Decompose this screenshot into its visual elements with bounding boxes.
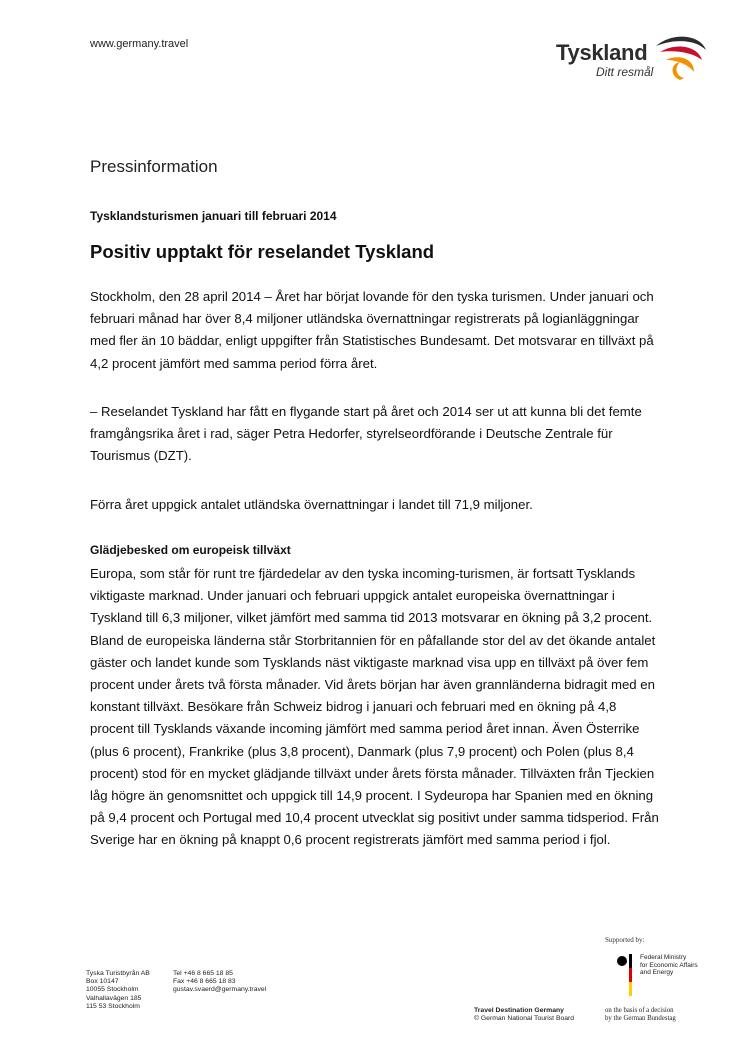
brand-logo-tagline: Ditt resmål bbox=[596, 65, 654, 79]
ministry-name: Federal Ministry for Economic Affairs and Energy bbox=[640, 954, 698, 977]
footer-organization bbox=[474, 1007, 574, 1023]
body-paragraph: Förra året uppgick antalet utländska övernattningar i landet till 71,9 miljoner. bbox=[90, 497, 533, 512]
tdg-board: © German National Tourist Board bbox=[474, 1015, 575, 1023]
bundestag-basis-note: on the basis of a decision by the German Bundestag bbox=[605, 1007, 676, 1023]
federal-eagle-flag-icon bbox=[612, 952, 636, 998]
body-paragraph: Stockholm, den 28 april 2014 – Året har börjat lovande för den tyska turismen. Under januari och februari månad har över 8,4 miljoner utländska övernattningar registrerats på logianläggningar med fler än 10 bäddar, enligt uppgifter från Statistisches Bundesamt. Det motsvarar en tillväxt på 4,2 procent jämfört med samma period förra året. bbox=[90, 289, 654, 371]
footer-address: Tyska Turistbyrån AB Box 10147 10055 Stockholm Valhallavägen 185 115 53 Stockholm bbox=[86, 970, 150, 1010]
press-label: Pressinformation bbox=[90, 157, 218, 176]
section-paragraph: Europa, som står för runt tre fjärdedelar av den tyska incoming-turismen, är fortsatt Tysklands viktigaste marknad. Under januari och februari uppgick antalet europeiska övernattningar i Tyskland till 6,3 miljoner, vilket jämfört med samma tid 2013 motsvarar en ökning på 3,2 procent. Bland de europeiska länderna står Storbritannien för en påfallande stor del av det ökande antalet gäster och landet kunde som Tysklands näst viktigaste marknad visa upp en tillväxt på över fem procent under årets två första månader. Vid årets början har även grannländerna bidragit med en konstant tillväxt. Besökare från Schweiz bidrog i januari och februari med en ökning på 4,8 procent till Tysklands växande incoming jämfört med samma period året innan. Även Österrike (plus 6 procent), Frankrike (plus 3,8 procent), Danmark (plus 7,9 procent) och Polen (plus 8,4 procent) stod för en mycket glädjande tillväxt under årets första månader. Tillväxten från Tjeckien låg högre än genomsnittet och uppgick till 14,9 procent. I Sydeuropa har Spanien med en ökning på 9,4 procent och Portugal med 10,4 procent utvecklat sig positivt under samma tidsperiod. Från Sverige har en ökning på knappt 0,6 procent registrerats jämfört med samma period i fjol. bbox=[90, 566, 659, 848]
brand-logo-wordmark: Tyskland bbox=[556, 40, 648, 65]
article-subheading: Tysklandsturismen januari till februari 2014 bbox=[90, 209, 337, 223]
footer-contact: Tel +46 8 665 18 85 Fax +46 8 665 18 83 gustav.svaerd@germany.travel bbox=[173, 970, 267, 994]
supported-by-label: Supported by: bbox=[605, 936, 645, 944]
website-url: www.germany.travel bbox=[90, 38, 189, 50]
section-heading: Glädjebesked om europeisk tillväxt bbox=[90, 543, 291, 557]
tdg-name: Travel Destination Germany bbox=[474, 1007, 564, 1014]
article-headline: Positiv upptakt för reselandet Tyskland bbox=[90, 241, 435, 262]
body-paragraph: – Reselandet Tyskland har fått en flygande start på året och 2014 ser ut att kunna bli det femte framgångsrika året i rad, säger Petra Hedorfer, styrelseordförande i Deutsche Zentrale für Tourismus (DZT). bbox=[90, 404, 642, 464]
brand-swirl-logo-icon bbox=[650, 30, 710, 86]
